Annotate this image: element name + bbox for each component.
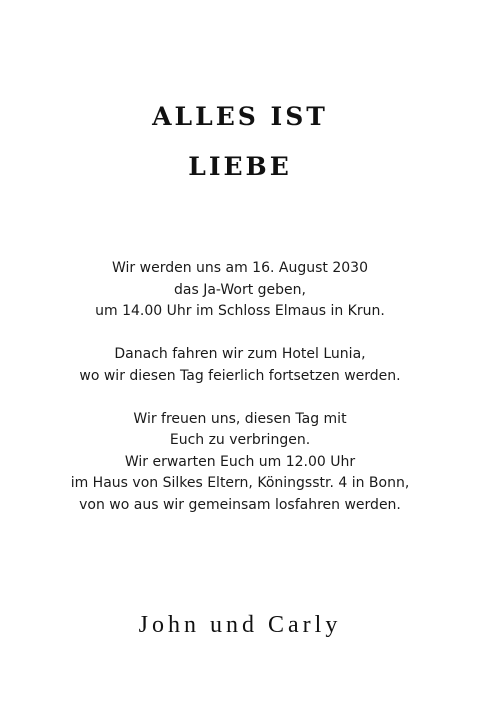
text-line: im Haus von Silkes Eltern, Köningsstr. 4 in Bonn, [70, 475, 410, 491]
invitation-title [0, 92, 480, 192]
text-line: um 14.00 Uhr im Schloss Elmaus in Krun. [95, 303, 385, 319]
paragraph-meeting-point [0, 409, 480, 517]
text-line: Danach fahren wir zum Hotel Lunia, [114, 346, 366, 362]
invitation-body [0, 258, 480, 538]
paragraph-date-venue [0, 258, 480, 323]
text-line: Wir werden uns am 16. August 2030 [112, 260, 368, 276]
text-line: Euch zu verbringen. [169, 432, 311, 448]
text-line: von wo aus wir gemeinsam losfahren werden. [79, 496, 401, 513]
text-line: Wir erwarten Euch um 12.00 Uhr [124, 453, 356, 470]
title-line-2: LIEBE [188, 152, 292, 181]
paragraph-celebration [0, 344, 480, 387]
text-line: das Ja-Wort geben, [173, 281, 306, 298]
text-line: wo wir diesen Tag feierlich fortsetzen werden. [79, 367, 401, 384]
text-line: Wir freuen uns, diesen Tag mit [133, 410, 347, 427]
title-line-1: ALLES IST [152, 102, 328, 131]
couple-signature: John und Carly [138, 612, 342, 638]
